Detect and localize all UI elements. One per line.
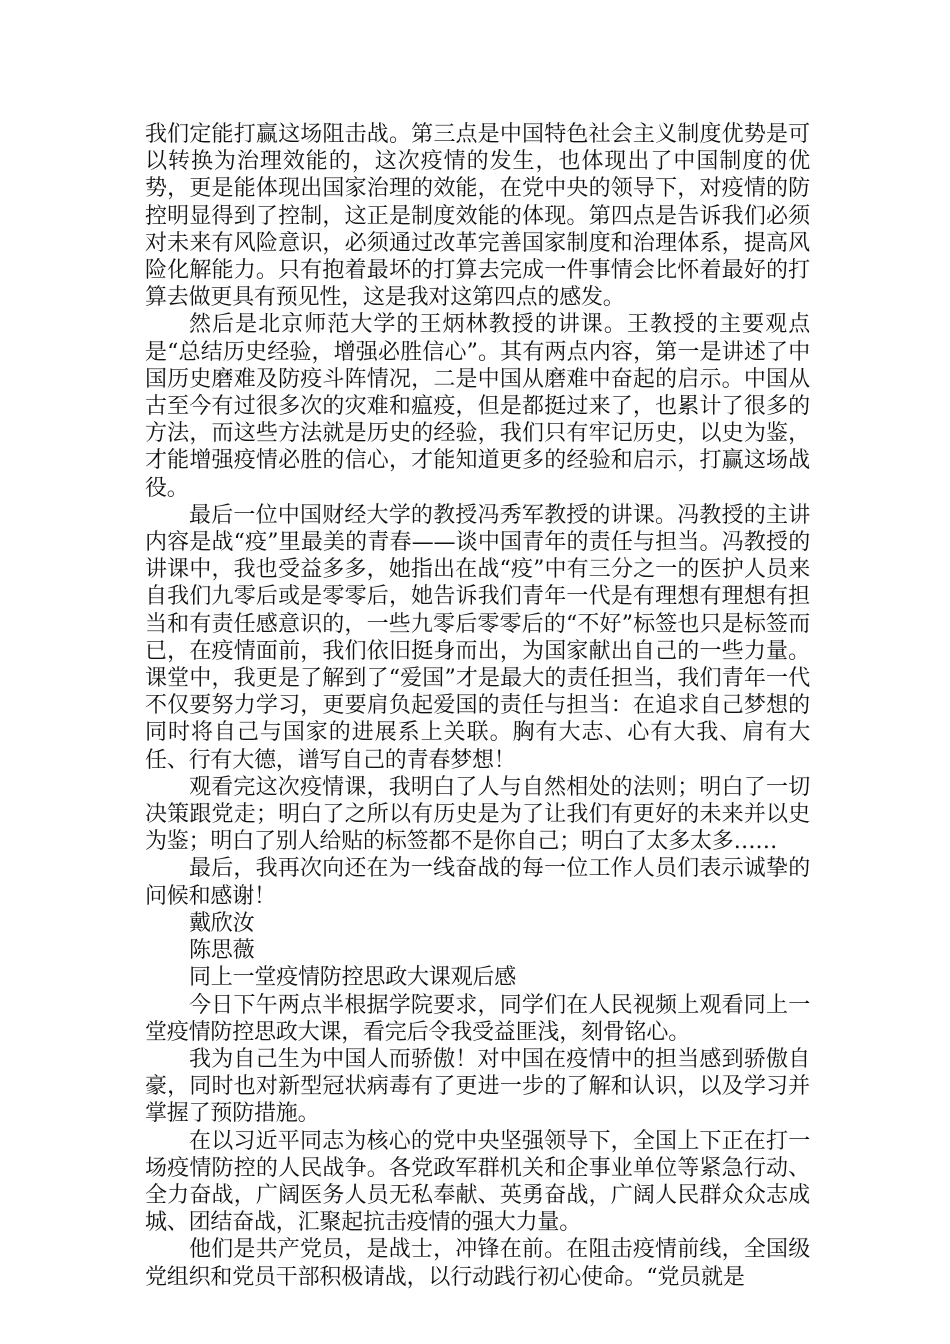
paragraph-third-fourth-points: 我们定能打赢这场阻击战。第三点是中国特色社会主义制度优势是可以转换为治理效能的，这次疫情的发生，也体现出了中国制度的优势，更是能体现出国家治理的效能，在党中央的领导下，对疫情的防控明显得到了控制，这正是制度效能的体现。第四点是告诉我们必须对未来有风险意识，必须通过改革完善国家制度和治理体系，提高风险化解能力。只有抱着最坏的打算去完成一件事情会比怀着最好的打算去做更具有预见性，这是我对这第四点的感发。 [145, 122, 810, 311]
author-name-1: 戴欣汝 [189, 910, 255, 936]
paragraph-party-members: 他们是共产党员，是战士，冲锋在前。在阻击疫情前线，全国级党组织和党员干部积极请战，以行动践行初心使命。“党员就是 [145, 1237, 810, 1290]
paragraph-feng-xiujun-lecture: 最后一位中国财经大学的教授冯秀军教授的讲课。冯教授的主讲内容是战“疫”里最美的青春——谈中国青年的责任与担当。冯教授的讲课中，我也受益多多，她指出在战“疫”中有三分之一的医护人员来自我们九零后或是零零后，她告诉我们青年一代是有理想有理想有担当和有责任感意识的，一些九零后零零后的“不好”标签也只是标签而已，在疫情面前，我们依旧挺身而出，为国家献出自己的一些力量。课堂中，我更是了解到了“爱国”才是最大的责任担当，我们青年一代不仅要努力学习，更要肩负起爱国的责任与担当：在追求自己梦想的同时将自己与国家的进展系上关联。胸有大志、心有大我、肩有大任、行有大德，谱写自己的青春梦想！ [145, 502, 810, 773]
paragraph-thanks: 最后，我再次向还在为一线奋战的每一位工作人员们表示诚挚的问候和感谢！ [145, 856, 810, 909]
paragraph-wang-binglin-lecture: 然后是北京师范大学的王炳林教授的讲课。王教授的主要观点是“总结历史经验，增强必胜信心”。其有两点内容，第一是讲述了中国历史磨难及防疫斗阵情况，二是中国从磨难中奋起的启示。中国从古至今有过很多次的灾难和瘟疫，但是都挺过来了，也累计了很多的方法，而这些方法就是历史的经验，我们只有牢记历史，以史为鉴，才能增强疫情必胜的信心，才能知道更多的经验和启示，打赢这场战役。 [145, 312, 810, 501]
paragraph-reflection: 观看完这次疫情课，我明白了人与自然相处的法则；明白了一切决策跟党走；明白了之所以有历史是为了让我们有更好的未来并以史为鉴；明白了别人给贴的标签都不是你自己；明白了太多太多…… [145, 774, 810, 855]
paragraph-leadership: 在以习近平同志为核心的党中央坚强领导下，全国上下正在打一场疫情防控的人民战争。各党政军群机关和企事业单位等紧急行动、全力奋战，广阔医务人员无私奉献、英勇奋战，广阔人民群众众志成城、团结奋战，汇聚起抗击疫情的强大力量。 [145, 1128, 810, 1236]
author-name-2: 陈思薇 [189, 938, 255, 964]
paragraph-intro: 今日下午两点半根据学院要求，同学们在人民视频上观看同上一堂疫情防控思政大课，看完后令我受益匪浅，刻骨铭心。 [145, 992, 810, 1045]
paragraph-pride: 我为自己生为中国人而骄傲！对中国在疫情中的担当感到骄傲自豪，同时也对新型冠状病毒有了更进一步的了解和认识，以及学习并掌握了预防措施。 [145, 1046, 810, 1127]
essay-title: 同上一堂疫情防控思政大课观后感 [189, 965, 517, 991]
document-body [145, 121, 810, 1291]
